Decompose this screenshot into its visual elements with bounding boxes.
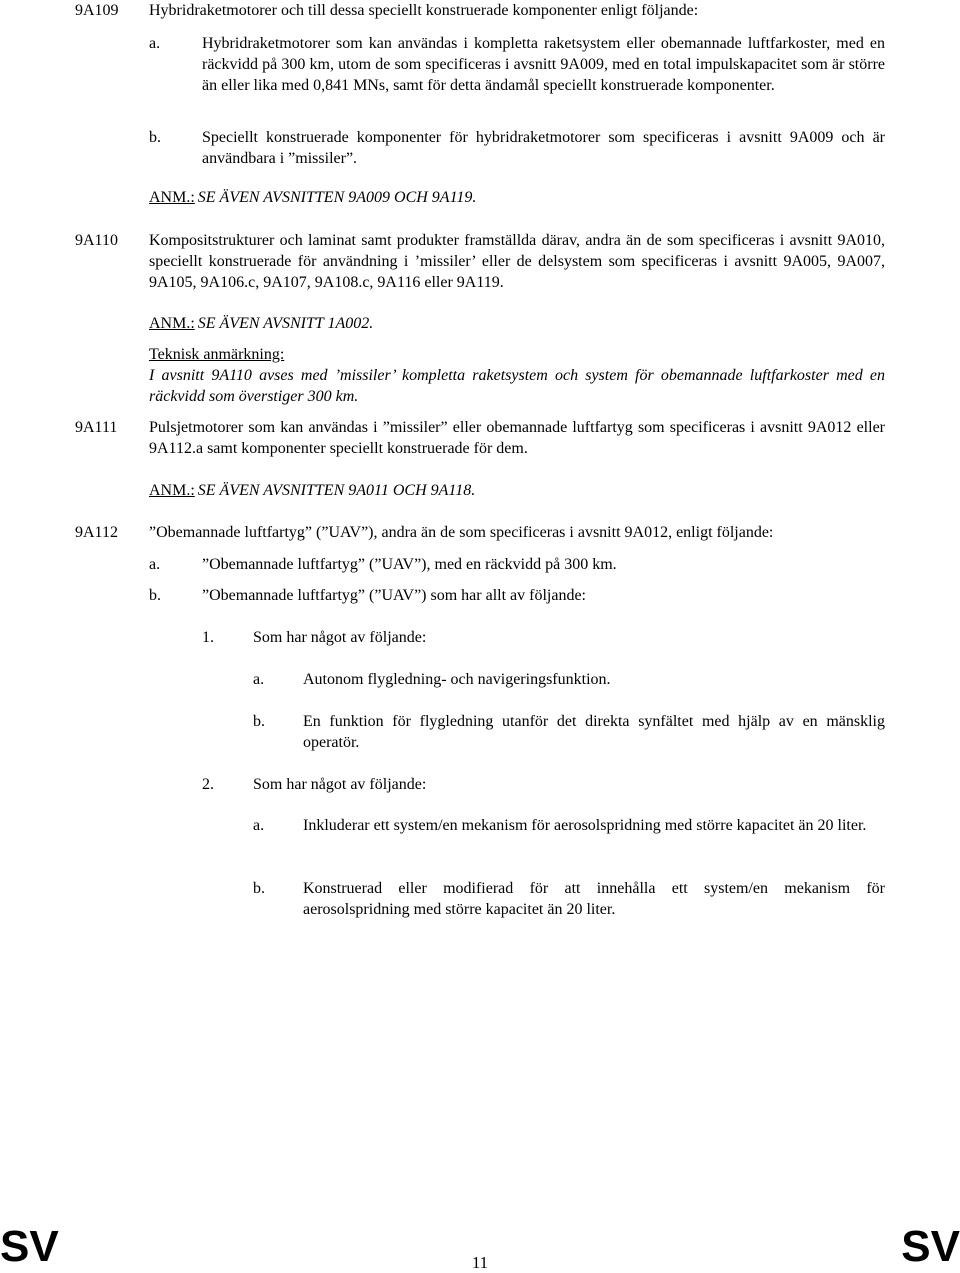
section-code: 9A109 [75, 2, 119, 19]
list-label: a. [149, 556, 161, 573]
note-text: SE ÄVEN AVSNITT 1A002. [197, 315, 374, 332]
technical-note-label: Teknisk anmärkning: [149, 346, 285, 363]
list-label: a. [253, 671, 265, 688]
note-text: SE ÄVEN AVSNITTEN 9A011 OCH 9A118. [197, 482, 476, 499]
section-text: Pulsjetmotorer som kan användas i ”missiler” eller obemannade luftfartyg som specificeras i avsnitt 9A012 eller 9A112.a samt komponenter speciellt konstruerade för dem. [149, 419, 885, 457]
section-code: 9A111 [75, 419, 118, 436]
list-item-text: Som har något av följande: [253, 776, 427, 793]
list-label: 2. [202, 776, 214, 793]
list-item-text: Autonom flygledning- och navigeringsfunktion. [303, 671, 611, 688]
note [149, 480, 475, 501]
list-label: b. [253, 713, 265, 730]
list-label: b. [149, 587, 161, 604]
note [149, 187, 476, 208]
note-label: ANM.: [149, 189, 195, 206]
list-item-text: Som har något av följande: [253, 629, 427, 646]
list-label: b. [149, 129, 161, 146]
list-item-text: Inkluderar ett system/en mekanism för aerosolspridning med större kapacitet än 20 liter. [303, 817, 867, 834]
list-item-text: Hybridraketmotorer som kan användas i kompletta raketsystem eller obemannade luftfarkoster, med en räckvidd på 300 km, utom de som specificeras i avsnitt 9A009, med en total impulskapacitet som är större än eller lika med 0,841 MNs, samt för detta ändamål speciellt konstruerade komponenter. [202, 35, 885, 94]
section-text: Kompositstrukturer och laminat samt produkter framställda därav, andra än de som specificeras i avsnitt 9A010, speciellt konstruerade för användning i ’missiler’ eller de delsystem som specificeras i avsnitt 9A005, 9A007, 9A105, 9A106.c, 9A107, 9A108.c, 9A116 eller 9A119. [149, 232, 885, 291]
list-label: 1. [202, 629, 214, 646]
language-code-left: SV [0, 1222, 59, 1271]
list-item-text: Konstruerad eller modifierad för att innehålla ett system/en mekanism för aerosolspridning med större kapacitet än 20 liter. [303, 880, 885, 918]
language-code-right: SV [901, 1222, 960, 1271]
section-heading: Hybridraketmotorer och till dessa speciellt konstruerade komponenter enligt följande: [149, 2, 699, 19]
note-label: ANM.: [149, 315, 195, 332]
note-text: SE ÄVEN AVSNITTEN 9A009 OCH 9A119. [197, 189, 477, 206]
list-label: a. [149, 35, 161, 52]
list-item-text: Speciellt konstruerade komponenter för hybridraketmotorer som specificeras i avsnitt 9A009 och är användbara i ”missiler”. [202, 129, 885, 167]
list-label: b. [253, 880, 265, 897]
list-label: a. [253, 817, 265, 834]
list-item-text: ”Obemannade luftfartyg” (”UAV”), med en räckvidd på 300 km. [202, 556, 617, 573]
section-code: 9A112 [75, 524, 118, 541]
note-label: ANM.: [149, 482, 195, 499]
list-item-text: ”Obemannade luftfartyg” (”UAV”) som har allt av följande: [202, 587, 586, 604]
technical-note-text: I avsnitt 9A110 avses med ’missiler’ kompletta raketsystem och system för obemannade luftfarkoster med en räckvidd som överstiger 300 km. [149, 367, 885, 405]
section-heading: ”Obemannade luftfartyg” (”UAV”), andra än de som specificeras i avsnitt 9A012, enligt följande: [149, 524, 774, 541]
note [149, 313, 373, 334]
list-item-text: En funktion för flygledning utanför det direkta synfältet med hjälp av en mänsklig operatör. [303, 713, 885, 751]
page-number: 11 [471, 1253, 489, 1272]
section-code: 9A110 [75, 232, 118, 249]
